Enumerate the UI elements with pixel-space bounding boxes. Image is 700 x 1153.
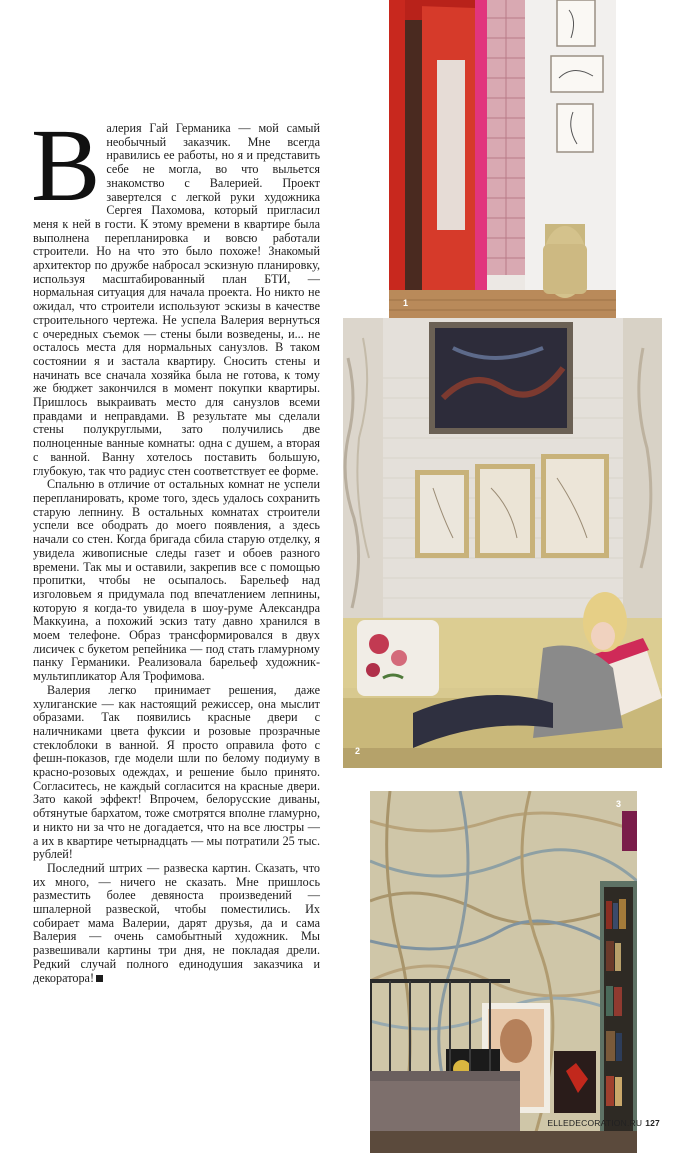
article-paragraph-1	[31, 108, 320, 478]
photo-1-image	[389, 0, 616, 318]
photo-2-image	[343, 318, 662, 768]
page-number: 127	[645, 1118, 660, 1128]
photo-3-bedroom	[370, 791, 637, 1153]
photo-number: 3	[616, 799, 622, 809]
drop-cap: В	[31, 108, 101, 223]
photo-1-hallway	[389, 0, 616, 318]
footer-site: ELLEDECORATION.RU	[547, 1118, 643, 1128]
page-footer	[547, 1118, 660, 1128]
article-paragraph-2: Спальню в отличие от остальных комнат не успели перепланировать, кроме того, здесь удалось сохранить старую лепнину. В остальных комнатах строители успели все ободрать до моего появления, а здесь начали со стен. Когда бригада сбила старую отделку, я увидела живописные следы газет и обоев разного времени. Так мы и оставили, закрепив все с помощью пропитки, чтобы не осыпалось. Барельеф над изголовьем я придумала под впечатлением лепнины, которую я когда-то увидела в шоу-руме Александра Маккуина, а похожий эскиз тату давно хранился в моем телефоне. Образ трансформировался в двух лисичек с букетом репейника — под стать гламурному панку Германики. Реализовала барельеф художник-мультипликатор Аля Трофимова.	[33, 477, 320, 684]
photo-3-image	[370, 791, 637, 1153]
paragraph-text: Последний штрих — развеска картин. Сказать, что их много, — ничего не сказать. Мне пришлось разместить более девяноста произведений — шпалерной развеской, чтобы поместились. Их собирает мама Валерии, дарят друзья, да и сама Валерия — очень самобытный художник. Мы развешивали картины три дня, не покладая дрели. Редкий случай полного единодушия заказчика и декоратора!	[33, 860, 320, 985]
article-paragraph-3: Валерия легко принимает решения, даже хулиганские — как настоящий режиссер, она мыслит образами. Так появились красные двери с наличниками цвета фуксии и розовые прозрачные стеклоблоки в ванной. Я просто оправила фото с фешн-показов, где модели шли по белому подиуму в красно-розовых одеждах, и решение было принято. Согласитесь, не каждый согласится на красные двери. Зато какой эффект! Впрочем, белорусские диваны, обтянутые бархатом, тоже смотрятся вполне гламурно, и никто ни за что не догадается, что на все люстры — а их в квартире четырнадцать — мы потратили 25 тыс. рублей!	[33, 682, 320, 862]
article-paragraph-4	[33, 862, 320, 985]
photo-number: 2	[355, 746, 361, 756]
paragraph-text: алерия Гай Германика — мой самый необычный заказчик. Мне всегда нравились ее работы, но я и представить себе не могла, во что выльется знакомство с Валерией. Проект завертелся с легкой руки художника Сергея Пахомова, который пригласил меня к ней в гости. К этому времени в квартире была выполнена перепланировка и вовсю работали строители. Но на что это было похоже! Знакомый архитектор по дружбе набросал эскизную планировку, используя масштабированный план БТИ, — нормальная ситуация для начала проекта. Но никто не ожидал, что строители используют эскизы в качестве строительного чертежа. Не успела Валерия вернуться с очередных съемок — стены были возведены, и... не осталось места для нормальных санузлов. В таком состоянии я и застала квартиру. Сносить стены и начинать все сначала хозяйка была не готова, к тому же бюджет закончился в момент покупки квартиры. Пришлось выкраивать место для санузлов всеми правдами и неправдами. В результате мы сделали стены полукруглыми, зато получились две полноценные ванные комнаты: одна с душем, а вторая с ванной. Ванну хотелось поставить большую, глубокую, так что радиус стен соответствует ее форме.	[33, 121, 320, 478]
end-mark	[96, 975, 103, 982]
photo-number: 1	[403, 298, 409, 308]
photo-2-living-room	[343, 318, 662, 768]
article-body	[31, 108, 320, 985]
